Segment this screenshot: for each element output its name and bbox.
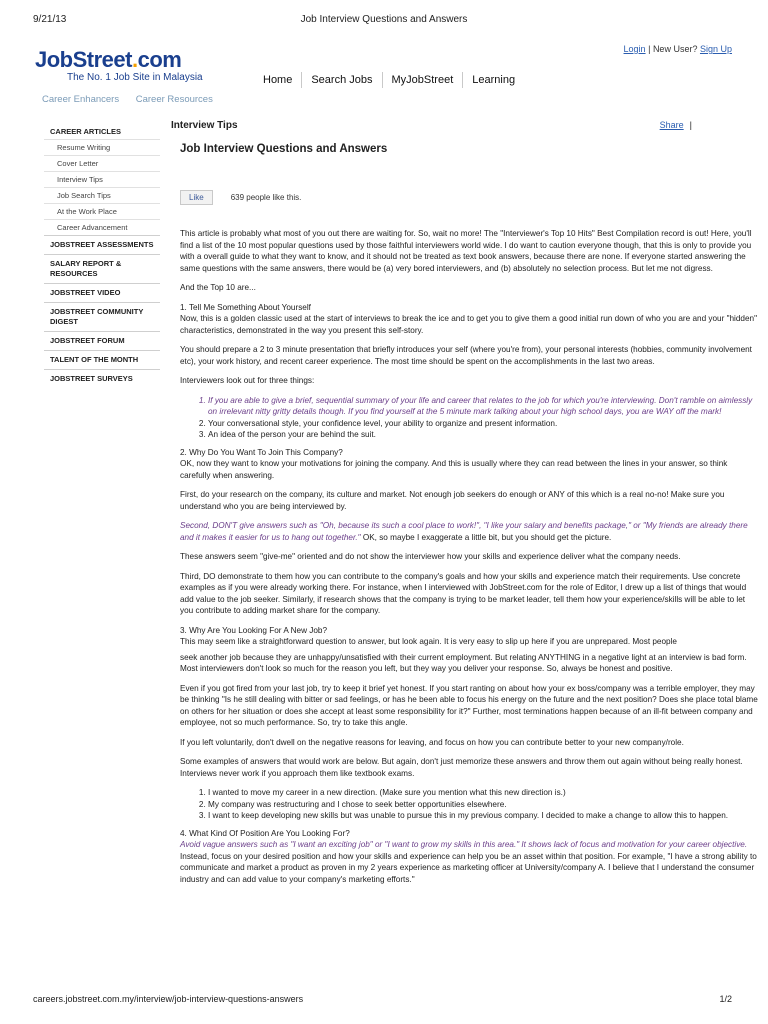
article-body [180,228,760,893]
login-link[interactable]: Login [623,44,646,54]
sidebar-section-salary-report[interactable]: SALARY REPORT & RESOURCES [44,254,160,283]
top10-paragraph: And the Top 10 are... [180,283,256,292]
sidebar [44,124,160,388]
q3-paragraph-3: If you left voluntarily, don't dwell on the negative reasons for leaving, and focus on how you can contribute better to your new company/role. [180,737,684,747]
q4-emphasis: Avoid vague answers such as "I want an exciting job" or "I want to grow my skills in this area." It shows lack of focus and motivation for your career objective. [180,840,748,849]
list-item: 1. If you are able to give a brief, sequential summary of your life and career that relates to the job for which you're interviewing. Don't ramble on aimlessly on irrelevant nitty gritty details though. If you find yourself at the 5 minute mark talking about your high school days, you are WAY off the mark! [208,395,760,418]
subnav-career-enhancers[interactable]: Career Enhancers [42,94,120,105]
list-item: 2. My company was restructuring and I chose to seek better opportunities elsewhere. [208,799,760,811]
login-area [624,44,732,54]
list-item: 2. Your conversational style, your confidence level, your ability to organize and present information. [208,418,760,430]
q2-paragraph-4: These answers seem "give-me" oriented and do not show the interviewer how your skills and experience deliver what the company needs. [180,552,681,561]
like-button[interactable]: Like [180,190,213,205]
like-count: 639 people like this. [230,193,302,202]
list-item: 1. I wanted to move my career in a new direction. (Make sure you mention what this new direction is.) [208,787,760,799]
article-title: Job Interview Questions and Answers [180,143,388,155]
q2-paragraph-5: Third, DO demonstrate to them how you can contribute to the company's goals and how your skills and experience match their requirements. Use concrete examples as if you were already working there. For instance, when I interviewed with JobStreet.com for the role of Editor, I drew up a list of things that would add value to the job seeker. Similarly, if research shows that the company is trying to be market leader, tell them how your experience/skills will be able to let you contribute to adding market share for the company. [180,571,747,615]
q3-list [180,787,760,822]
list-item: 3. I want to keep developing new skills but was unable to pursue this in my previous company. I decided to make a change to allow this to happen. [208,810,760,822]
footer-url: careers.jobstreet.com.my/interview/job-interview-questions-answers [33,994,304,1004]
share-area [660,120,692,130]
q4-paragraph-1 [180,839,760,885]
sidebar-section-community-digest[interactable]: JOBSTREET COMMUNITY DIGEST [44,302,160,331]
logo-wordmark: JobStreet.com [35,47,182,72]
sidebar-item-job-search-tips[interactable]: Job Search Tips [44,187,160,203]
q2-paragraph-3-rest: OK, so maybe I exaggerate a little bit, but you should get the picture. [360,532,612,542]
intro-paragraph: This article is probably what most of you out there are waiting for. So, wait no more! The "Interviewer's Top 10 Hits" Best Compilation record is out! Here, you'll find a list of the 10 most popular questions used by those faithful interviewers world wide. I do want to caution everyone though, that this is only to provide you with a overall guide to what they want to know, and it should not be treated as text book answers, because there are none. If everyone started answering the same questions with the same answers, there would be (a) very bored interviewers, and (b) absolutely no selection process. But let me not digress. [180,229,752,273]
print-title: Job Interview Questions and Answers [300,14,468,25]
sidebar-heading-career-articles[interactable]: CAREER ARTICLES [50,127,121,136]
nav-myjobstreet[interactable]: MyJobStreet [383,72,464,88]
q3-paragraph-4: Some examples of answers that would work are below. But again, don't just memorize these answers and throw them out again without being really honest. Interviews never work if you approach them like textbook exams. [180,757,743,778]
signup-link[interactable]: Sign Up [699,44,732,54]
print-date: 9/21/13 [33,14,67,25]
question-3-heading: 3. Why Are You Looking For A New Job? [180,625,328,635]
q1-paragraph-1: Now, this is a golden classic used at the start of interviews to break the ice and to get you to give them a good initial run down of who you are and your "hidden" characteristics, demonstrated in the way you present this self-story. [180,314,757,335]
q1-paragraph-2: You should prepare a 2 to 3 minute presentation that briefly introduces your self (where you're from), your personal interests (hobbies, community involvement etc), your work history, and recent career experience. The most time should be spent on the accomplishments in the last two areas. [180,345,752,366]
footer-page-number: 1/2 [719,994,732,1004]
share-link[interactable]: Share [659,120,684,130]
sidebar-item-resume-writing[interactable]: Resume Writing [44,139,160,155]
nav-search-jobs[interactable]: Search Jobs [302,72,382,88]
section-title: Interview Tips [171,120,238,131]
q2-paragraph-2: First, do your research on the company, its culture and market. Not enough job seekers do enough or ANY of this which is a real no-no! Make sure you understand who you are being interviewed by. [180,490,725,511]
q3-paragraph-2: Even if you got fired from your last job, try to keep it brief yet honest. If you start ranting on about how your ex boss/company was a terrible employer, they may be thinking "Is he still dealing with bitter or sad feelings, or has he been able to focus his energy on the future and the next position? Does she place total blame on others for her situation or does she accept at least some responsibility for it?" Further, most terminations happen because of an ill-fit between company and employee, not so much performance. So, try to take this angle. [180,683,758,727]
login-separator: | [648,44,651,54]
sidebar-item-interview-tips[interactable]: Interview Tips [44,171,160,187]
q4-paragraph-1-rest: Instead, focus on your desired position and how your skills and experience can help you be an asset within that position. For example, "I have a strong ability to communicate and market a product as proven in my 2 years experience as marketing officer at University/company A. I believe that I understand the consumer industry and can add value to your company's marketing efforts." [180,851,757,884]
sidebar-item-career-advancement[interactable]: Career Advancement [44,219,160,235]
top-nav [254,72,524,88]
sub-nav [42,94,227,105]
q2-emphasis: Second, DON'T give answers such as "Oh, because its such a cool place to work!", "I like your salary and benefits package," or "My friends are already there and it makes it easier for us to hang out together." [180,521,748,542]
list-item: 3. An idea of the person your are behind the suit. [208,429,760,441]
sidebar-section-forum[interactable]: JOBSTREET FORUM [44,331,160,350]
q2-paragraph-3 [180,520,760,543]
sidebar-section-assessments[interactable]: JOBSTREET ASSESSMENTS [44,235,160,254]
q3-paragraph-1a: This may seem like a straightforward question to answer, but look again. It is very easy to slip up here if you are unprepared. Most people [180,637,677,646]
jobstreet-logo[interactable] [35,48,203,83]
sidebar-section-talent-of-the-month[interactable]: TALENT OF THE MONTH [44,350,160,369]
like-row [180,190,301,205]
sidebar-section-video[interactable]: JOBSTREET VIDEO [44,283,160,302]
q2-paragraph-1: OK, now they want to know your motivations for joining the company. And this is usually where they can read between the lines in your answer, so think carefully when answering. [180,459,728,480]
sidebar-item-at-the-work-place[interactable]: At the Work Place [44,203,160,219]
q1-paragraph-3: Interviewers look out for three things: [180,376,315,385]
q3-paragraph-1b: seek another job because they are unhappy/unsatisfied with their current employment. But relating ANYTHING in a negative light at an interview is bad form. Most interviewers don't look so much for the reason you left, but they way you deliver your response. So, always be honest and positive. [180,652,747,673]
subnav-career-resources[interactable]: Career Resources [135,94,213,105]
question-4-heading: 4. What Kind Of Position Are You Looking For? [180,828,350,838]
question-2-heading: 2. Why Do You Want To Join This Company? [180,447,343,457]
nav-learning[interactable]: Learning [472,74,516,86]
q1-list [180,395,760,441]
sidebar-item-cover-letter[interactable]: Cover Letter [44,155,160,171]
nav-home[interactable]: Home [254,72,302,88]
new-user-label: New User? [652,44,698,54]
sidebar-section-surveys[interactable]: JOBSTREET SURVEYS [44,369,160,388]
share-separator: | [689,120,692,130]
question-1-heading: 1. Tell Me Something About Yourself [180,302,311,312]
logo-tagline: The No. 1 Job Site in Malaysia [67,72,203,83]
